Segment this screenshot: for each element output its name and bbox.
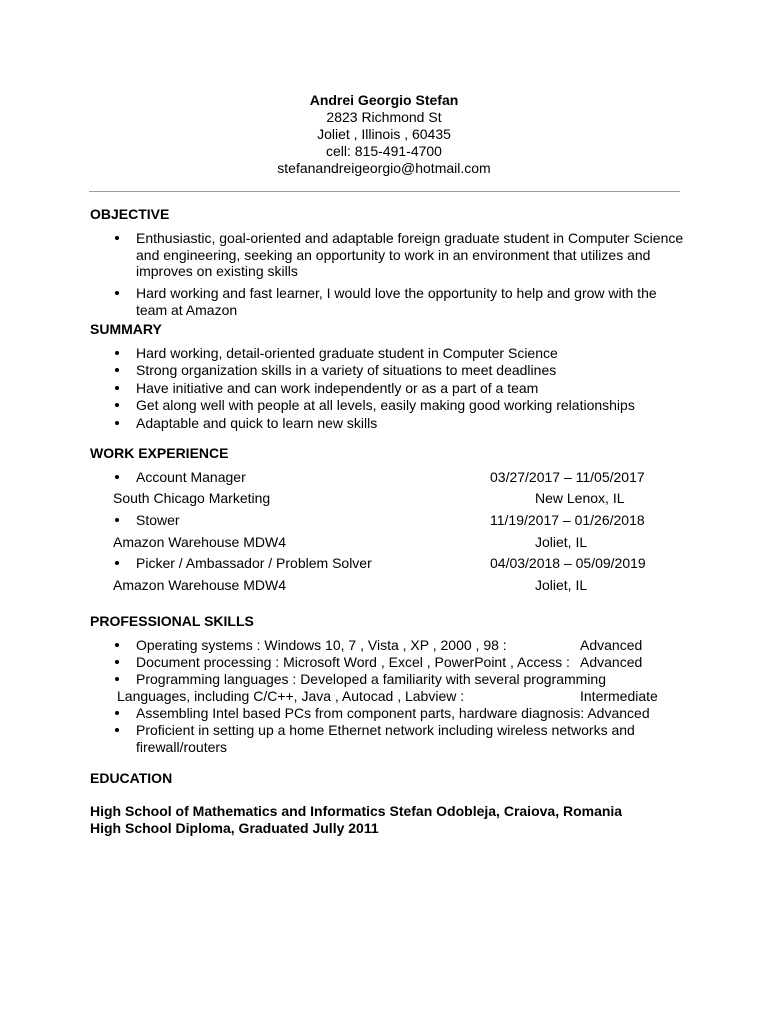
skill-item: Proficient in setting up a home Ethernet network including wireless networks and [136, 722, 635, 738]
bullet-icon [115, 561, 119, 565]
bullet-icon [115, 291, 119, 295]
job-location: Joliet, IL [535, 534, 588, 550]
bullet-icon [115, 351, 119, 355]
bullet-icon [115, 643, 119, 647]
city-state-zip: Joliet , Illinois , 60435 [317, 126, 451, 142]
street-address: 2823 Richmond St [326, 109, 442, 125]
education-heading: EDUCATION [90, 770, 173, 786]
bullet-icon [115, 421, 119, 425]
bullet-icon [115, 677, 119, 681]
school-name: High School of Mathematics and Informatics Stefan Odobleja, Craiova, Romania [90, 803, 623, 819]
skill-level: Advanced [580, 654, 643, 670]
header-divider [89, 191, 680, 192]
job-location: Joliet, IL [535, 577, 588, 593]
job-company: South Chicago Marketing [113, 490, 271, 506]
skill-level: Intermediate [580, 688, 658, 704]
summary-item: Strong organization skills in a variety of situations to meet deadlines [136, 362, 557, 378]
skill-item: Assembling Intel based PCs from component parts, hardware diagnosis: Advanced [136, 705, 650, 721]
bullet-icon [115, 711, 119, 715]
cell-phone: cell: 815-491-4700 [326, 143, 442, 159]
job-title: Picker / Ambassador / Problem Solver [136, 555, 372, 571]
job-title: Account Manager [136, 469, 246, 485]
resume-header [0, 92, 768, 177]
job-dates: 04/03/2018 – 05/09/2019 [490, 555, 646, 571]
skill-level: Advanced [580, 637, 643, 653]
bullet-icon [115, 368, 119, 372]
job-company: Amazon Warehouse MDW4 [113, 577, 286, 593]
job-company: Amazon Warehouse MDW4 [113, 534, 286, 550]
bullet-icon [115, 660, 119, 664]
summary-item: Get along well with people at all levels, easily making good working relationships [136, 397, 635, 413]
bullet-icon [115, 386, 119, 390]
skill-item: Operating systems : Windows 10, 7 , Vista , XP , 2000 , 98 : [136, 637, 507, 653]
bullet-icon [115, 518, 119, 522]
summary-item: Hard working, detail-oriented graduate student in Computer Science [136, 345, 558, 361]
objective-line: Hard working and fast learner, I would love the opportunity to help and grow with the [136, 285, 657, 301]
skill-item: Document processing : Microsoft Word , Excel , PowerPoint , Access : [136, 654, 570, 670]
objective-line: team at Amazon [136, 301, 238, 318]
work-experience-heading: WORK EXPERIENCE [90, 445, 229, 461]
bullet-icon [115, 475, 119, 479]
job-location: New Lenox, IL [535, 490, 625, 506]
professional-skills-heading: PROFESSIONAL SKILLS [90, 613, 254, 629]
bullet-icon [115, 236, 119, 240]
objective-line: and engineering, seeking an opportunity to work in an environment that utilizes and [136, 246, 651, 263]
objective-heading: OBJECTIVE [90, 206, 170, 222]
candidate-name: Andrei Georgio Stefan [309, 92, 459, 108]
job-dates: 11/19/2017 – 01/26/2018 [490, 512, 645, 528]
summary-item: Have initiative and can work independently or as a part of a team [136, 380, 539, 396]
job-title: Stower [136, 512, 180, 528]
skill-item: firewall/routers [136, 739, 228, 755]
summary-item: Adaptable and quick to learn new skills [136, 415, 378, 431]
summary-heading: SUMMARY [90, 321, 162, 337]
bullet-icon [115, 728, 119, 732]
objective-line: Enthusiastic, goal-oriented and adaptable foreign graduate student in Computer Science [136, 230, 684, 246]
email-address: stefanandreigeorgio@hotmail.com [277, 160, 491, 176]
objective-line: improves on existing skills [136, 263, 298, 279]
job-dates: 03/27/2017 – 11/05/2017 [490, 469, 645, 485]
diploma: High School Diploma, Graduated Jully 2011 [90, 820, 379, 836]
skill-item-continued: Languages, including C/C++, Java , Autocad , Labview : [117, 688, 465, 704]
bullet-icon [115, 403, 119, 407]
skill-item: Programming languages : Developed a familiarity with several programming [136, 671, 606, 687]
